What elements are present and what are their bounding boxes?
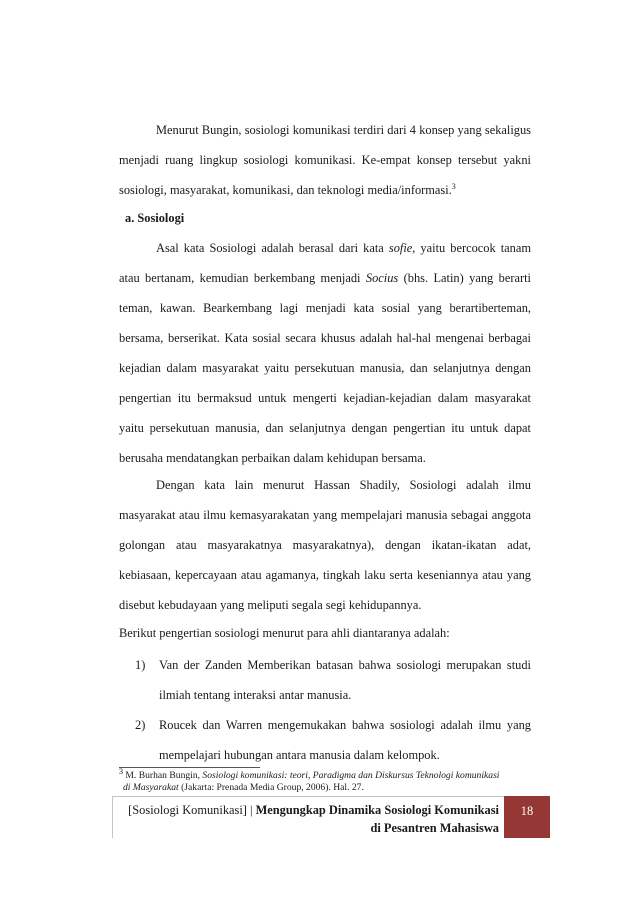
section-heading-text: a. Sosiologi — [125, 211, 185, 225]
footnote-title-cont: di Masyarakat — [123, 782, 179, 793]
page-number-badge: 18 — [504, 796, 550, 838]
list-item-line: ilmiah tentang interaksi antar manusia. — [159, 688, 352, 702]
paragraph-asal-kata-part2: , yaitu bercocok tanam atau bertanam, kemudian berkembang menjadi — [119, 241, 531, 285]
paragraph-bungin — [119, 115, 531, 205]
footer-title: Mengungkap Dinamika Sosiologi Komunikasi — [255, 803, 499, 817]
list-intro-text: Berikut pengertian sosiologi menurut para ahli diantaranya adalah: — [119, 626, 450, 640]
paragraph-asal-kata-part3: (bhs. Latin) yang berarti teman, kawan. Bearkembang lagi menjadi kata sosial yang berartiberteman, bersama, berserikat. Kata sosial secara khusus adalah hal-hal mengenai berbagai kejadian dalam masyarakat yaitu persekutuan manusia, dan selanjutnya dengan pengertian itu bermaksud untuk mengerti kejadian-kejadian dalam masyarakat yaitu persekutuan manusia, dan selanjutnya dengan pengertian itu untuk dapat berusaha mendatangkan perbaikan dalam kehidupan bersama. — [119, 271, 531, 465]
list-item-line: Roucek dan Warren mengemukakan bahwa sosiologi adalah ilmu yang — [159, 718, 531, 732]
term-sofie: sofie — [388, 241, 413, 255]
list-intro — [119, 618, 531, 648]
section-heading-sosiologi — [119, 203, 531, 233]
paragraph-asal-kata — [119, 233, 531, 473]
paragraph-hassan-shadily — [119, 470, 531, 620]
footnote-divider — [119, 767, 260, 768]
footnote — [119, 766, 539, 794]
footnote-number: 3 — [119, 766, 123, 776]
list-item-number: 1) — [135, 658, 146, 672]
footer-course-label: [Sosiologi Komunikasi] | — [128, 803, 256, 817]
footnote-author: M. Burhan Bungin, — [123, 770, 203, 781]
footnote-publisher: (Jakarta: Prenada Media Group, 2006). Hal. 27. — [178, 782, 364, 793]
page-footer — [112, 796, 504, 838]
list-item — [135, 710, 531, 770]
list-item-line: Van der Zanden Memberikan batasan bahwa sosiologi merupakan studi — [159, 658, 531, 672]
list-item-line: mempelajari hubungan antara manusia dalam kelompok. — [159, 748, 440, 762]
paragraph-bungin-text: Menurut Bungin, sosiologi komunikasi terdiri dari 4 konsep yang sekaligus menjadi ruang lingkup sosiologi komunikasi. Ke-empat konsep tersebut yakni sosiologi, masyarakat, komunikasi, dan teknologi media/informasi. — [119, 123, 531, 197]
footnote-title: Sosiologi komunikasi: teori, Paradigma dan Diskursus Teknologi komunikasi — [202, 770, 500, 781]
footnote-reference[interactable]: 3 — [451, 181, 456, 191]
footer-title-cont: di Pesantren Mahasiswa — [370, 821, 499, 835]
expert-definitions-list — [135, 650, 531, 770]
term-socius: Socius — [365, 271, 399, 285]
paragraph-asal-kata-part1: Asal kata Sosiologi adalah berasal dari kata — [156, 241, 389, 255]
list-item — [135, 650, 531, 710]
list-item-number: 2) — [135, 718, 146, 732]
paragraph-hassan-shadily-text: Dengan kata lain menurut Hassan Shadily, Sosiologi adalah ilmu masyarakat atau ilmu kemasyarakatan yang mempelajari manusia sebagai anggota golongan atau masyarakatnya masyarakatnya), dengan ikatan-ikatan adat, kebiasaan, kepercayaan atau agamanya, tingkah laku serta keseniannya atau yang disebut kebudayaan yang meliputi segala segi kehidupannya. — [119, 478, 531, 612]
